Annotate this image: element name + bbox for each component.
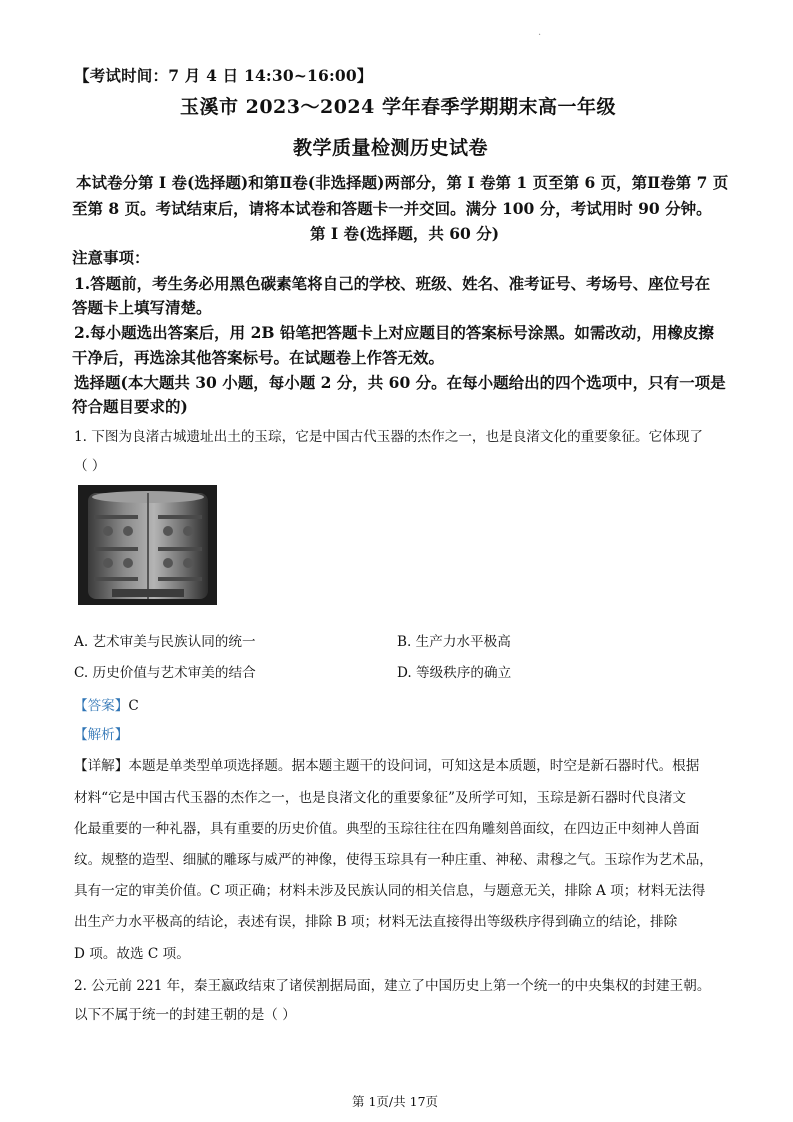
scan-dot: · [538,30,542,41]
note-2-line-2: 干净后，再选涂其他答案标号。在试题卷上作答无效。 [72,348,445,367]
intro-line-1: 本试卷分第 I 卷(选择题)和第Ⅱ卷(非选择题)两部分，第 I 卷第 1 页至第 6 页，第Ⅱ卷第 7 页 [76,173,729,192]
q2-stem-line-1: 2. 公元前 221 年，秦王嬴政结束了诸侯割据局面，建立了中国历史上第一个统一的中央集权的封建王朝。 [74,978,711,994]
exam-time-note: 【考试时间：7 月 4 日 14:30~16:00】 [74,66,373,85]
detail-line-1 [74,754,699,774]
note-1-line-2: 答题卡上填写清楚。 [72,298,212,317]
notes-heading: 注意事项： [72,248,150,267]
q1-answer [74,694,139,714]
q1-option-c: C. 历史价值与艺术审美的结合 [74,665,256,681]
q1-option-b: B. 生产力水平极高 [397,634,511,650]
detail-line-2: 材料“它是中国古代玉器的杰作之一，也是良渚文化的重要象征”及所学可知，玉琮是新石器时代良渚文 [74,790,687,806]
analysis-label: 【解析】 [74,727,129,743]
q1-option-d: D. 等级秩序的确立 [397,665,512,681]
section-heading: 第 I 卷(选择题，共 60 分) [310,224,500,243]
note-2-line-1: 2.每小题选出答案后，用 2B 铅笔把答题卡上对应题目的答案标号涂黑。如需改动，用橡皮擦 [74,323,714,342]
note-1-line-1: 1.答题前，考生务必用黑色碳素笔将自己的学校、班级、姓名、准考证号、考场号、座位号在 [74,274,711,293]
detail-line-3: 化最重要的一种礼器，具有重要的历史价值。典型的玉琮往往在四角雕刻兽面纹，在四边正中刻神人兽面 [74,821,700,837]
detail-line-5: 具有一定的审美价值。C 项正确；材料未涉及民族认同的相关信息，与题意无关，排除 A 项；材料无法得 [74,883,706,899]
answer-label: 【答案】 [74,698,129,714]
mc-instruction-line-1: 选择题(本大题共 30 小题，每小题 2 分，共 60 分。在每小题给出的四个选项中，只有一项是 [74,373,726,392]
page-number: 第 1页/共 17页 [352,1094,439,1109]
mc-instruction-line-2: 符合题目要求的) [72,397,188,416]
detail-line-4: 纹。规整的造型、细腻的雕琢与威严的神像，使得玉琮具有一种庄重、神秘、肃穆之气。玉琮作为艺术品， [74,852,713,868]
detail-line-6: 出生产力水平极高的结论，表述有误，排除 B 项；材料无法直接得出等级秩序得到确立的结论，排除 [74,914,678,930]
answer-value: C [128,698,139,714]
detail-text-1: 本题是单类型单项选择题。据本题主题干的设问词，可知这是本质题，时空是新石器时代。根据 [128,758,700,774]
detail-label: 【详解】 [74,758,129,774]
detail-line-7: D 项。故选 C 项。 [74,946,190,962]
intro-line-2: 至第 8 页。考试结束后，请将本试卷和答题卡一并交回。满分 100 分，考试用时 90 分钟。 [72,199,712,218]
q1-stem-line-2: （ ） [74,458,106,474]
page-subtitle: 教学质量检测历史试卷 [293,137,489,159]
jade-cong-image [78,485,217,605]
q2-stem-line-2: 以下不属于统一的封建王朝的是（ ） [74,1007,296,1023]
q1-stem-line-1: 1. 下图为良渚古城遗址出土的玉琮，它是中国古代玉器的杰作之一，也是良渚文化的重要象征。它体现了 [74,429,704,445]
page-title: 玉溪市 2023～2024 学年春季学期期末高一年级 [180,96,616,118]
q1-option-a: A. 艺术审美与民族认同的统一 [74,634,256,650]
